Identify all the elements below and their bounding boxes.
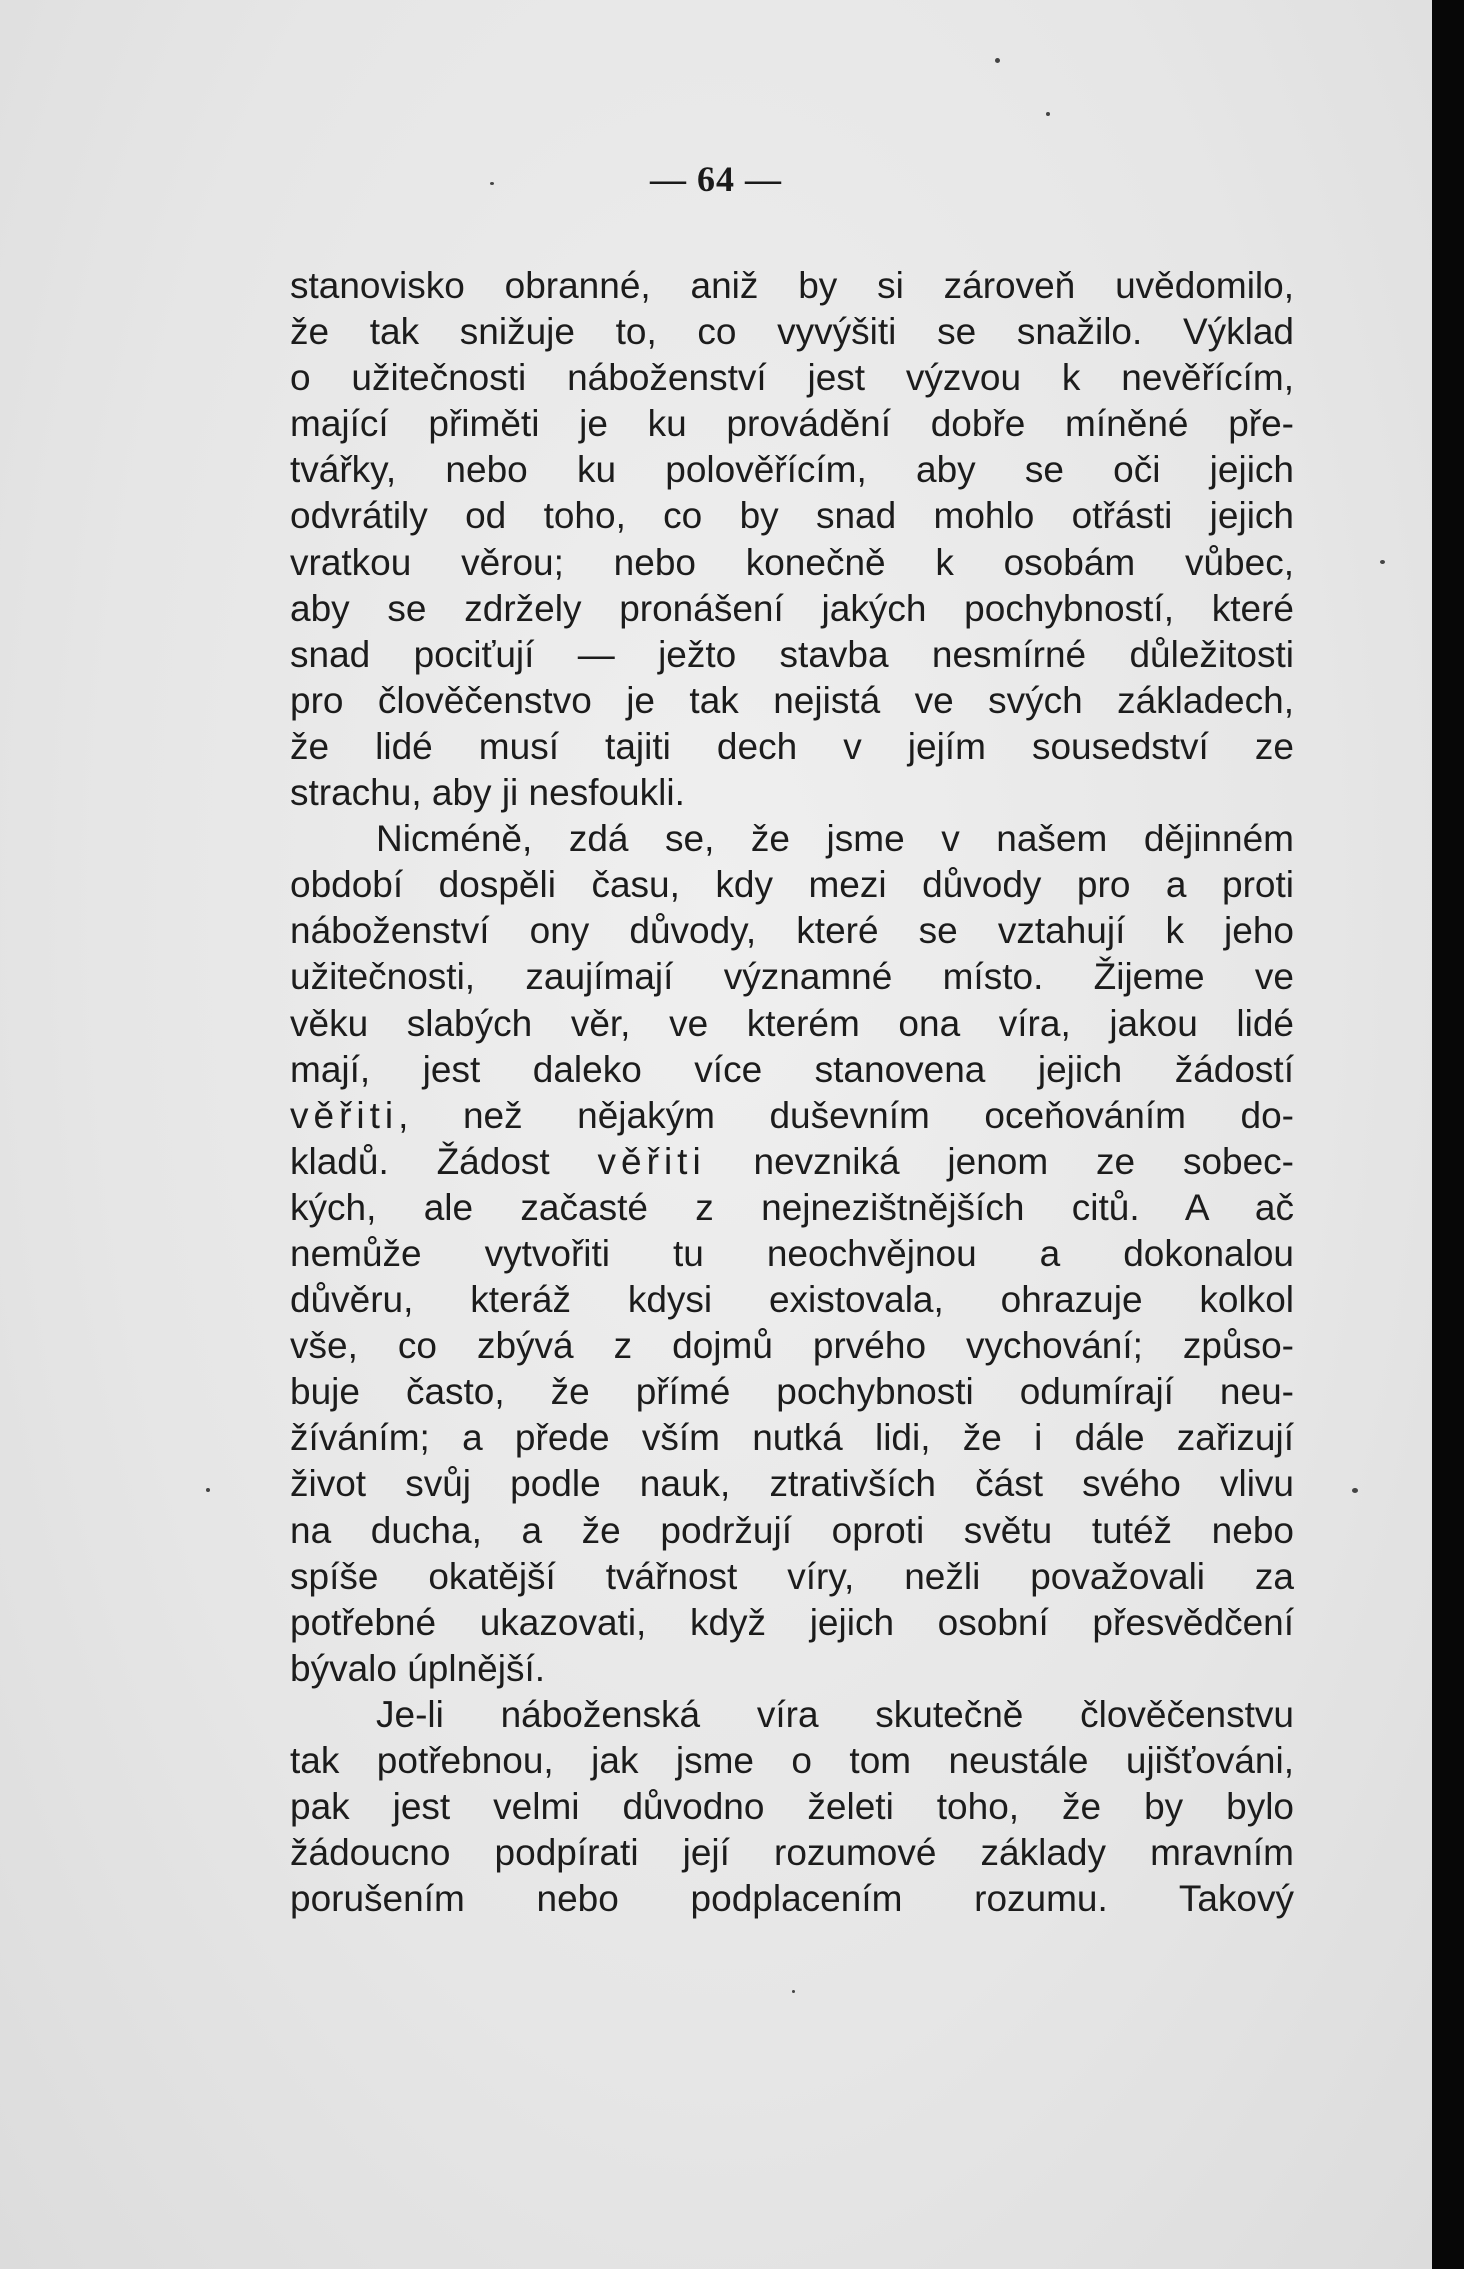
text-line <box>290 954 1294 1000</box>
paper-speck <box>490 182 494 185</box>
text-line <box>290 1738 1294 1784</box>
text-fragment: důvěru, kteráž kdysi existovala, ohrazuje kolkol <box>290 1279 1294 1321</box>
text-fragment: užitečnosti, zaujímají významné místo. Žijeme ve <box>290 956 1294 998</box>
text-fragment: nemůže vytvořiti tu neochvějnou a dokonalou <box>290 1232 1294 1274</box>
text-fragment: vratkou věrou; nebo konečně k osobám vůbec, <box>290 541 1294 583</box>
page-number: — 64 — <box>650 159 782 199</box>
text-fragment: kladů. Žádost <box>290 1140 598 1182</box>
text-line <box>290 1139 1294 1185</box>
text-line <box>290 309 1294 355</box>
text-line <box>290 678 1294 724</box>
text-line <box>290 724 1294 770</box>
text-fragment: žíváním; a přede vším nutká lidi, že i dále zařizují <box>290 1417 1294 1459</box>
text-line <box>290 1047 1294 1093</box>
text-line <box>290 263 1294 309</box>
body-text <box>290 263 1294 1922</box>
text-line <box>290 1231 1294 1277</box>
text-fragment: na ducha, a že podržují oproti světu tutéž nebo <box>290 1509 1294 1551</box>
text-line <box>290 1369 1294 1415</box>
paper-speck <box>1046 112 1050 116</box>
text-line <box>290 1461 1294 1507</box>
text-line <box>290 447 1294 493</box>
scan-border <box>1432 0 1464 2269</box>
text-fragment: potřebné ukazovati, když jejich osobní přesvědčení <box>290 1601 1294 1643</box>
text-fragment: odvrátily od toho, co by snad mohlo otřásti jejich <box>290 495 1294 537</box>
text-fragment: aby se zdržely pronášení jakých pochybností, které <box>290 587 1294 629</box>
text-line <box>290 1554 1294 1600</box>
text-fragment: tak potřebnou, jak jsme o tom neustále ujišťováni, <box>290 1740 1294 1781</box>
text-line <box>290 1001 1294 1047</box>
text-fragment: žádoucno podpírati její rozumové základy mravním <box>290 1832 1294 1874</box>
text-fragment: porušením nebo podplacením rozumu. Takový <box>290 1878 1294 1920</box>
text-line <box>290 401 1294 447</box>
text-line <box>290 1784 1294 1830</box>
text-line <box>290 1830 1294 1876</box>
text-fragment: mají, jest daleko více stanovena jejich žádostí <box>290 1048 1294 1090</box>
text-line <box>290 770 1294 816</box>
text-fragment: mající přiměti je ku provádění dobře míněné pře- <box>290 403 1294 445</box>
text-line <box>290 862 1294 908</box>
text-fragment: náboženství ony důvody, které se vztahují k jeho <box>290 910 1294 952</box>
text-line <box>290 1277 1294 1323</box>
text-fragment: o užitečnosti náboženství jest výzvou k nevěřícím, <box>290 357 1294 399</box>
text-fragment: tvářky, nebo ku polověřícím, aby se oči jejich <box>290 449 1294 491</box>
text-line <box>290 816 1294 862</box>
text-line <box>290 1508 1294 1554</box>
text-fragment: věku slabých věr, ve kterém ona víra, jakou lidé <box>290 1002 1294 1044</box>
text-line <box>290 632 1294 678</box>
text-line <box>290 493 1294 539</box>
text-line <box>290 355 1294 401</box>
text-line <box>290 1876 1294 1922</box>
paper-speck <box>206 1488 210 1492</box>
text-fragment: stanovisko obranné, aniž by si zároveň uvědomilo, <box>290 265 1294 306</box>
paper-speck <box>995 58 1000 63</box>
text-fragment: pak jest velmi důvodno želeti toho, že by bylo <box>290 1786 1294 1828</box>
text-fragment: snad pociťují — ježto stavba nesmírné důležitosti <box>290 633 1294 675</box>
text-line <box>290 1600 1294 1646</box>
text-fragment: nevzniká jenom ze sobec- <box>705 1140 1294 1182</box>
text-line <box>290 1323 1294 1369</box>
text-fragment: Je-li náboženská víra skutečně člověčenstvu <box>376 1693 1294 1735</box>
paper-speck <box>1352 1488 1358 1493</box>
text-fragment: život svůj podle nauk, ztrativších část svého vlivu <box>290 1463 1294 1505</box>
text-line <box>290 1093 1294 1139</box>
text-fragment: období dospěli času, kdy mezi důvody pro a proti <box>290 864 1294 906</box>
text-line <box>290 908 1294 954</box>
text-fragment: buje často, že přímé pochybnosti odumírají neu- <box>290 1371 1294 1413</box>
text-fragment: spíše okatější tvářnost víry, nežli považovali za <box>290 1555 1294 1597</box>
text-fragment: že tak snižuje to, co vyvýšiti se snažilo. Výklad <box>290 311 1294 353</box>
paper-speck <box>792 1990 795 1993</box>
text-line <box>290 1415 1294 1461</box>
text-fragment: , než nějakým duševním oceňováním do- <box>398 1094 1294 1136</box>
text-fragment: kých, ale začasté z nejnezištnějších citů. A ač <box>290 1186 1294 1228</box>
text-fragment: že lidé musí tajiti dech v jejím sousedství ze <box>290 725 1294 767</box>
text-line <box>290 1185 1294 1231</box>
text-fragment: pro člověčenstvo je tak nejistá ve svých základech, <box>290 679 1294 721</box>
paper-speck <box>1380 560 1385 564</box>
text-line <box>290 540 1294 586</box>
text-fragment: vše, co zbývá z dojmů prvého vychování; způso- <box>290 1325 1294 1367</box>
emphasized-word: věřiti <box>597 1140 706 1182</box>
emphasized-word: věřiti <box>290 1094 399 1136</box>
text-fragment: bývalo úplnější. <box>290 1647 546 1689</box>
text-fragment: Nicméně, zdá se, že jsme v našem dějinném <box>376 818 1294 860</box>
text-line <box>290 586 1294 632</box>
text-line <box>290 1692 1294 1738</box>
text-line <box>290 1646 1294 1692</box>
text-fragment: strachu, aby ji nesfoukli. <box>290 772 685 814</box>
